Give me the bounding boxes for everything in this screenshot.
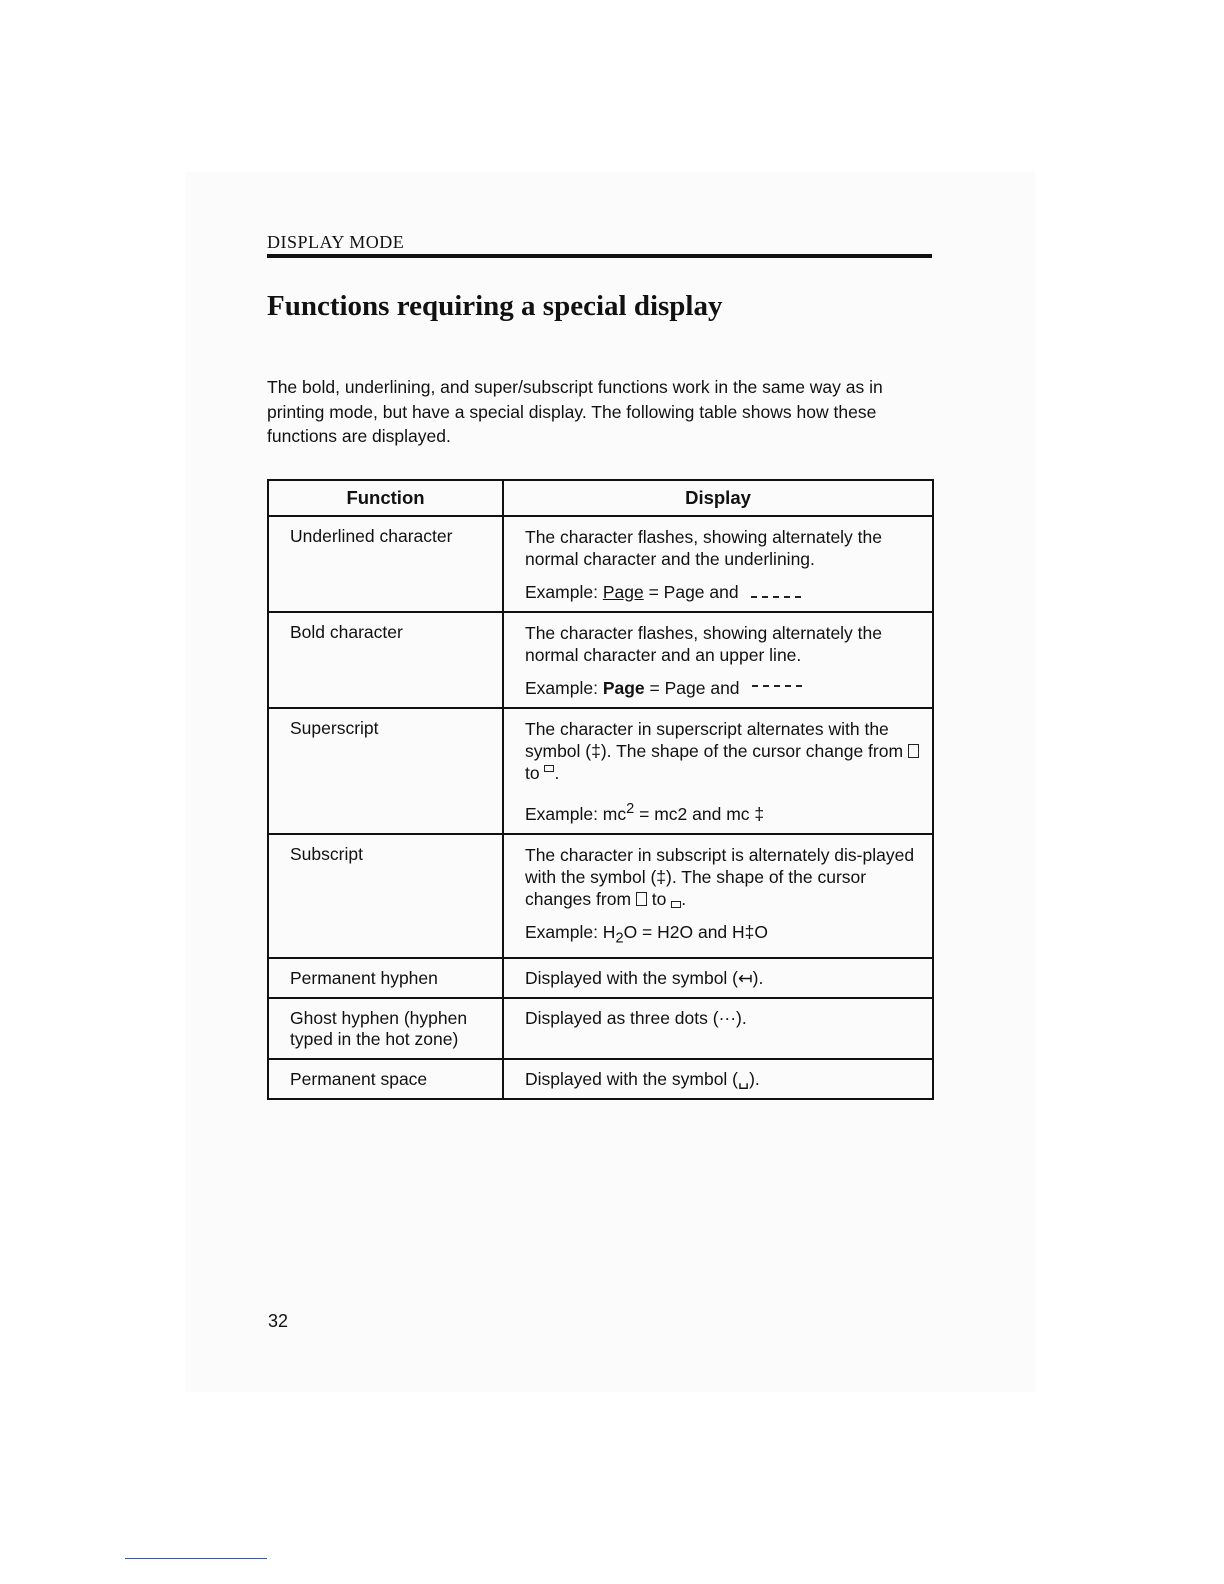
table-row [268,612,933,708]
example-superscript: 2 [626,801,635,817]
column-header-function: Function [268,480,503,516]
intro-paragraph: The bold, underlining, and super/subscript functions work in the same way as in printing mode, but have a special display. The following table shows how these functions are displayed. [267,377,883,446]
example-equation: = Page and [648,582,739,602]
display-text: The character in subscript is alternately dis-played with the symbol (‡). The shape of the cursor changes from to . [525,844,915,909]
table-row [268,516,933,612]
display-cell [503,708,933,834]
display-cell: Displayed with the symbol (↤). [503,958,933,998]
display-text-to: to [525,763,540,783]
display-cell [503,834,933,959]
example-equation: = mc2 and mc ‡ [639,803,765,824]
function-cell: Ghost hyphen (hyphen typed in the hot zone) [268,998,503,1059]
display-text-part: The character in subscript is alternately dis-played with the symbol (‡). The shape of the cursor changes from [525,844,915,909]
display-cell: Displayed with the symbol (␣). [503,1059,933,1099]
example-line [525,798,928,825]
display-cell: Displayed as three dots (···). [503,998,933,1059]
example-equation: O = H2O and H‡O [623,921,769,942]
functions-table [267,479,934,1100]
example-line [525,921,928,950]
example-subscript: 2 [615,930,624,947]
cursor-full-icon [908,744,919,758]
table-row [268,958,933,998]
function-cell: Permanent hyphen [268,958,503,998]
page-title: Functions requiring a special display [267,290,723,322]
column-header-display: Display [503,480,933,516]
example-underlined-word: Page [602,582,644,602]
underline-dashes [751,586,801,598]
display-text-part: The character in superscript alternates with the symbol (‡). The shape of the cursor change from [525,719,904,761]
display-cell [503,612,933,708]
example-label: Example: [525,582,598,602]
example-equation: = Page and [649,678,740,698]
example-label: Example: mc [525,803,627,824]
running-header [267,232,932,253]
display-text: The character in superscript alternates with the symbol (‡). The shape of the cursor change from to . [525,718,928,784]
cursor-subscript-icon [671,901,681,908]
function-cell: Permanent space [268,1059,503,1099]
page-number: 32 [268,1311,289,1331]
display-cell [503,516,933,612]
display-text: The character flashes, showing alternately the normal character and the underlining. [525,527,882,569]
table-row [268,1059,933,1099]
example-label: Example: H [525,921,616,942]
example-line [525,581,928,603]
function-cell: Subscript [268,834,503,959]
function-cell: Bold character [268,612,503,708]
example-line [525,677,928,699]
function-cell: Superscript [268,708,503,834]
display-text-to: to [651,888,667,909]
cursor-superscript-icon [544,765,554,772]
function-cell: Underlined character [268,516,503,612]
bottom-rule [125,1558,267,1559]
section-title: DISPLAY MODE [267,232,405,252]
example-label: Example: [525,678,598,698]
header-rule [267,254,932,258]
table-row [268,834,933,959]
table-row [268,998,933,1059]
overline-dashes [752,685,802,693]
display-text: The character flashes, showing alternately the normal character and an upper line. [525,623,882,665]
table-row [268,708,933,834]
table-header-row [268,480,933,516]
example-bold-word: Page [602,678,645,698]
cursor-full-icon [636,892,647,906]
